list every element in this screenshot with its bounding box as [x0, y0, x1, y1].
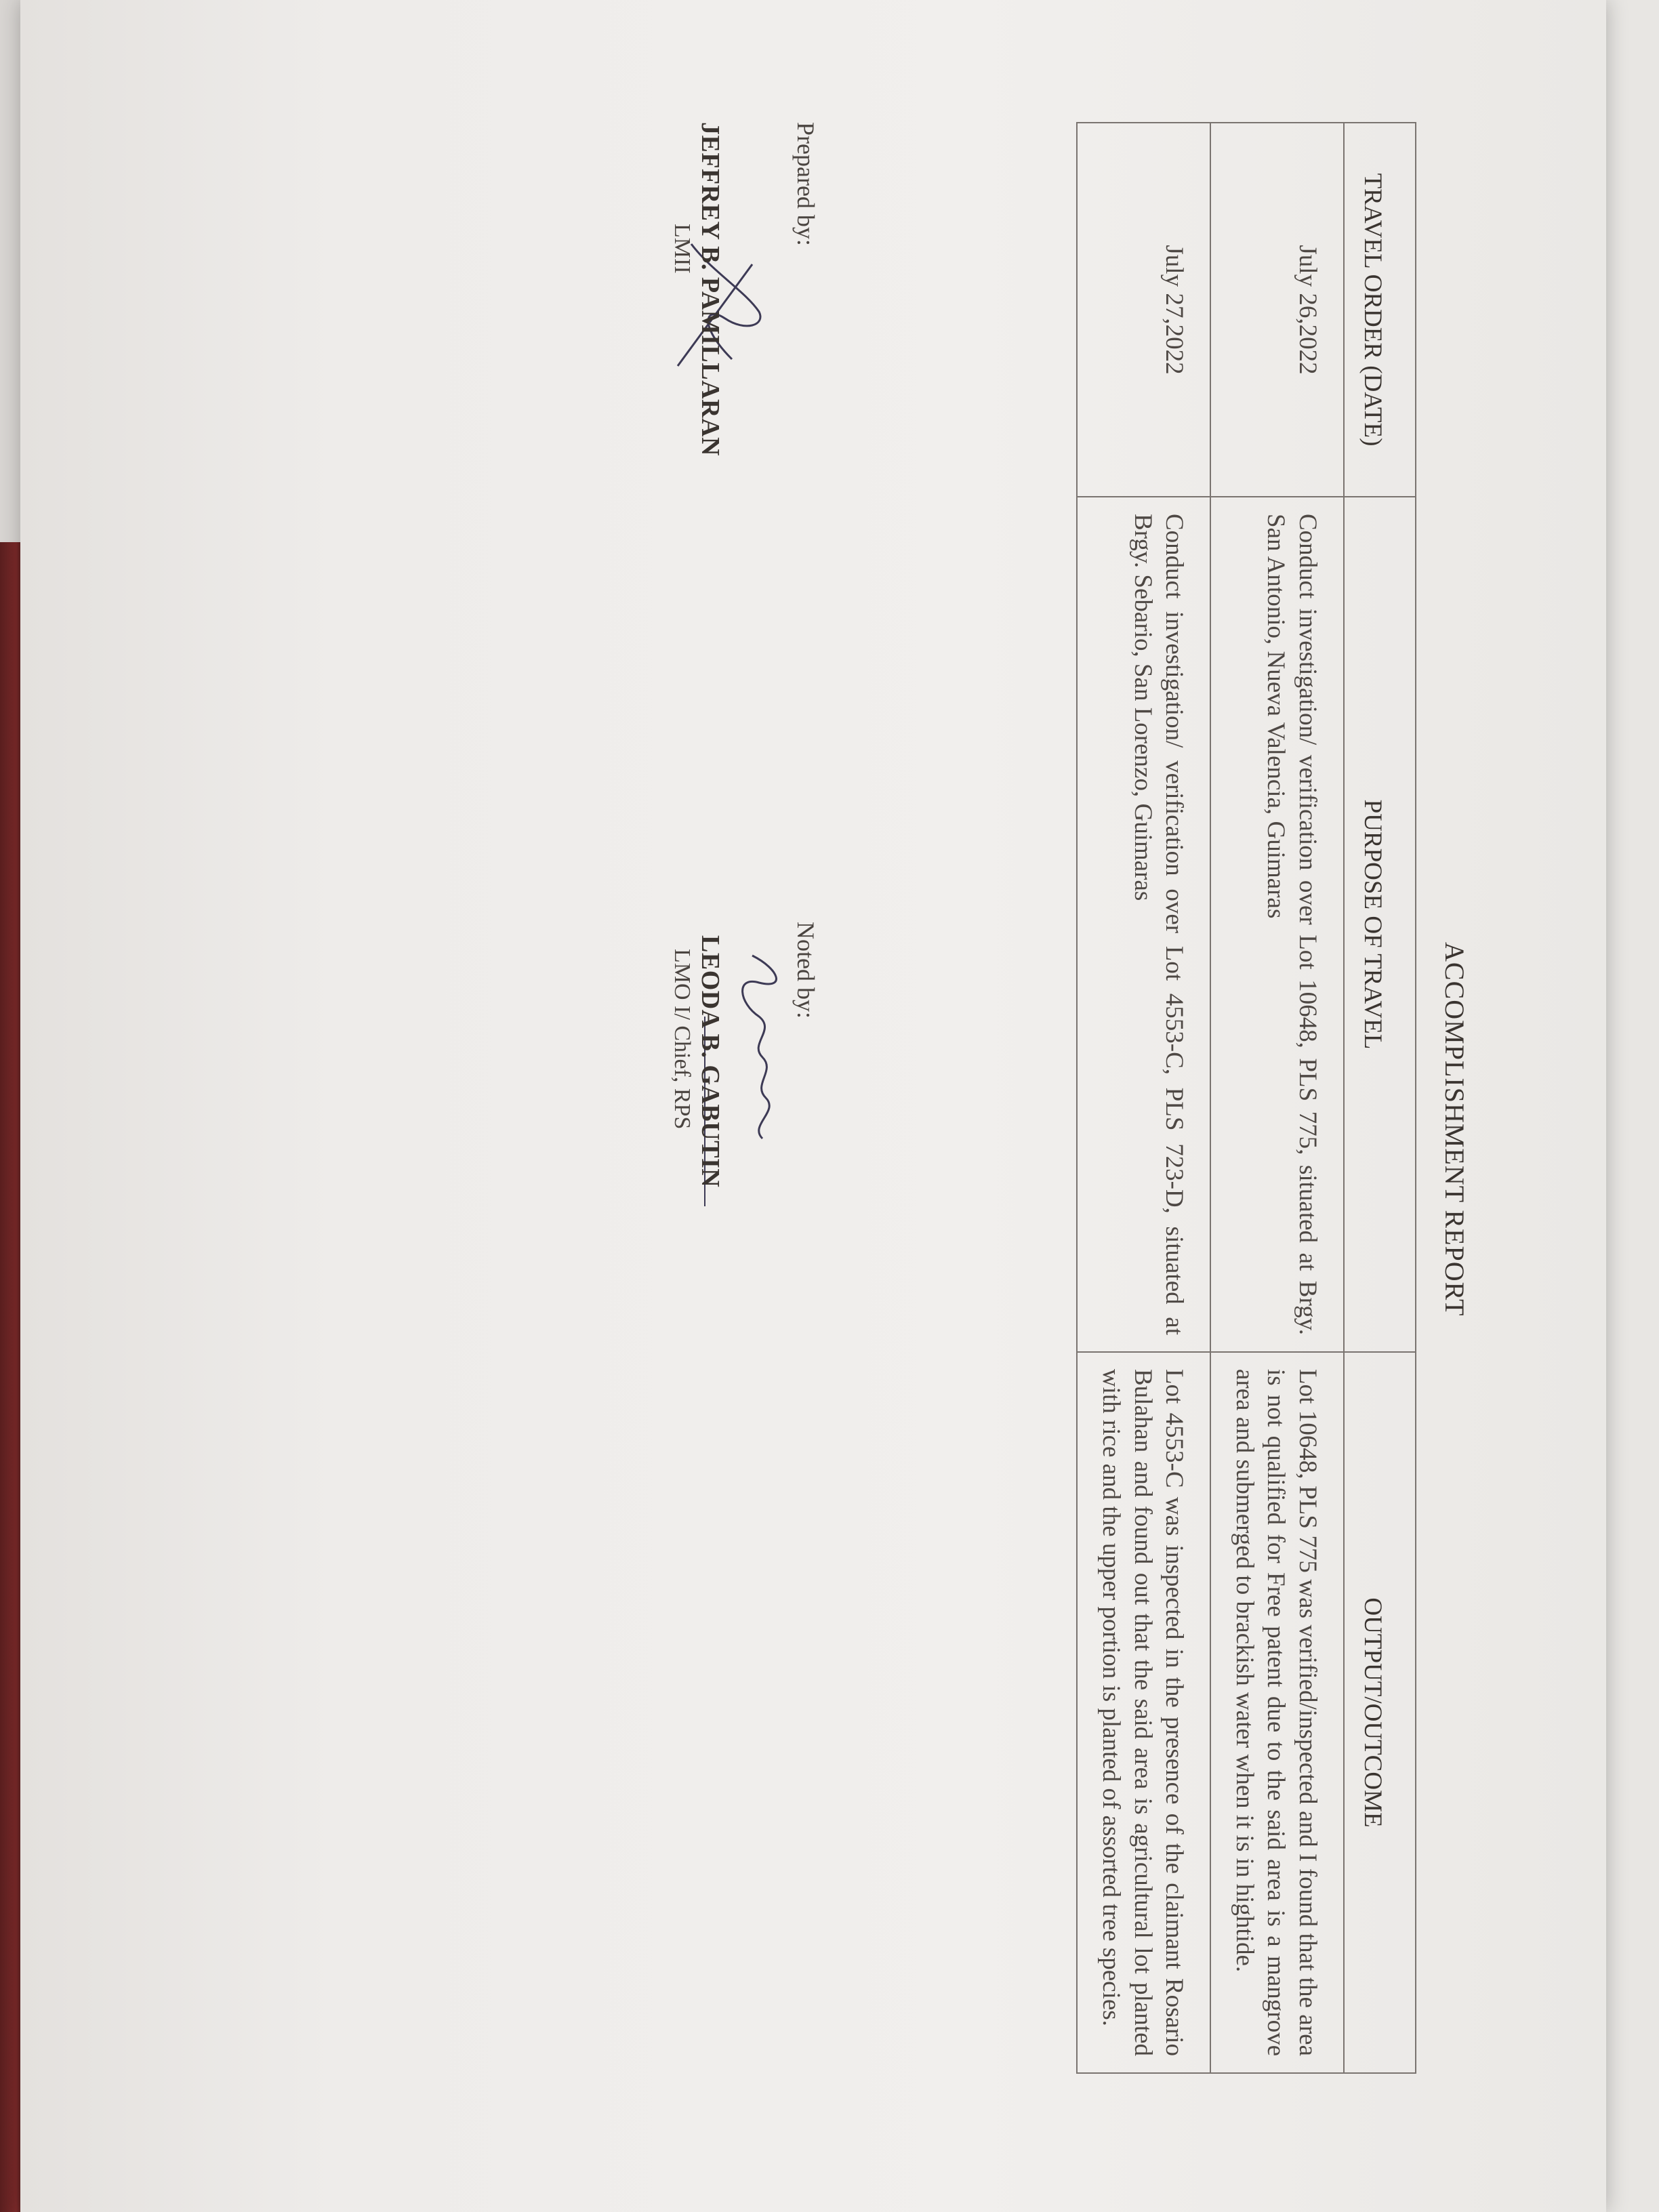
column-header-purpose: PURPOSE OF TRAVEL [1344, 497, 1416, 1352]
table-header-row [1344, 123, 1416, 2073]
row-date: July 26,2022 [1210, 123, 1344, 497]
noted-by-title: LMO I/ Chief, RPS [670, 949, 695, 1130]
report-table [1076, 122, 1416, 2074]
table-row [1077, 123, 1210, 2073]
prepared-by-title: LMII [670, 224, 695, 274]
row-date: July 27,2022 [1077, 123, 1210, 497]
background-page-edge [1598, 0, 1659, 2212]
prepared-by-label: Prepared by: [792, 122, 819, 246]
row-purpose: Conduct investigation/ verification over Lot 4553-C, PLS 723-D, situated at Brgy. Sebario, San Lorenzo, Guimaras [1077, 497, 1210, 1352]
column-header-outcome: OUTPUT/OUTCOME [1344, 1352, 1416, 2073]
noted-by-label: Noted by: [792, 922, 819, 1019]
document-page [20, 0, 1606, 2212]
row-outcome: Lot 10648, PLS 775 was verified/inspected and I found that the area is not qualified for Free patent due to the said area is a mangrove area and submerged to brackish water when it is in hightide. [1210, 1352, 1344, 2073]
row-outcome: Lot 4553-C was inspected in the presence of the claimant Rosario Bulahan and found out that the said area is agricultural lot planted with rice and the upper portion is planted of assorted tree species. [1077, 1352, 1210, 2073]
report-content [20, 0, 1511, 2135]
row-purpose: Conduct investigation/ verification over Lot 10648, PLS 775, situated at Brgy. San Antonio, Nueva Valencia, Guimaras [1210, 497, 1344, 1352]
table-row [1210, 123, 1344, 2073]
noted-by-name: LEODA B. GABUTIN [696, 935, 724, 1188]
column-header-date: TRAVEL ORDER (DATE) [1344, 123, 1416, 497]
prepared-by-name: JEFFREY B. PAMILLARAN [696, 122, 724, 456]
report-title: ACCOMPLISHMENT REPORT [1439, 942, 1470, 1317]
